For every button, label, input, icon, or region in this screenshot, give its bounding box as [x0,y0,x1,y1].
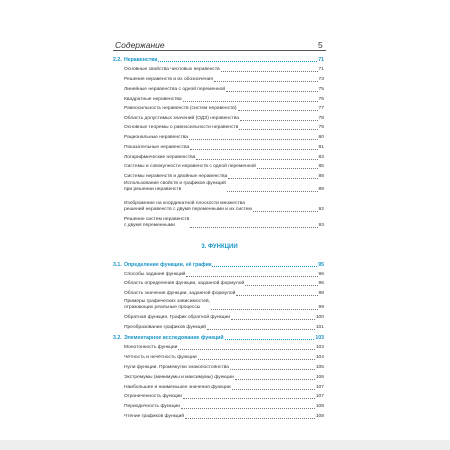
dot-leader [181,408,315,409]
toc-entry-label: Преобразование графиков функций [124,325,206,330]
toc-entry [124,299,324,312]
toc-entry-page: 106 [315,375,324,380]
toc-entry-page: 85 [318,164,324,169]
toc-entry [124,394,324,400]
toc-entry [124,385,324,391]
dot-leader [227,191,318,192]
toc-entry-label: Решения неравенств и их обозначения [124,77,214,82]
toc-entry [124,272,324,278]
toc-entry [124,345,324,351]
toc-entry-label: Изображение на координатной плоскости множества решений неравенств с двумя переменными и их систем [124,200,252,212]
dot-leader [196,159,317,160]
toc-entry-label: Решение систем неравенств с двумя переменными [124,216,190,228]
dot-leader [198,359,315,360]
toc-entry [124,217,324,230]
toc-entry-page: 103 [315,335,324,341]
toc-entry [124,355,324,361]
dot-leader [158,61,317,62]
toc-entry-label: Способы задания функций [124,272,186,277]
toc-section-number: 3.1. [113,262,122,268]
dot-leader [226,91,318,92]
toc-entry-label: Чтение графиков функций [124,414,185,419]
dot-leader [236,295,317,296]
dot-leader [232,389,315,390]
toc-entry-label: Логарифмические неравенства [124,155,196,160]
dot-leader [235,379,315,380]
toc-entry-page: 105 [315,365,324,370]
toc-entry-label: Определение функции, её график [124,262,212,268]
toc-entry [124,404,324,410]
toc-entry [124,164,324,170]
toc-entry [124,181,324,194]
toc-entry-page: 108 [315,414,324,419]
dot-leader [231,319,315,320]
toc-entry-label: Равносильность неравенств (систем неравенств) [124,106,237,111]
toc-entry-page: 107 [315,394,324,399]
dot-leader [183,101,318,102]
toc-entry [124,125,324,131]
dot-leader [190,149,317,150]
dot-leader [245,285,317,286]
toc-entry [124,325,324,331]
toc-entry [124,135,324,141]
toc-entry [124,116,324,122]
toc-entry-label: Рациональные неравенства [124,135,188,140]
toc-entry-page: 78 [318,116,324,121]
dot-leader [185,418,315,419]
toc-entry-page: 108 [315,404,324,409]
toc-entry-page: 98 [318,291,324,296]
toc-entry-page: 93 [318,222,324,228]
toc-entry-label: Системы и совокупности неравенств с одной переменной [124,164,256,169]
toc-entry-page: 88 [318,174,324,179]
toc-entry [124,97,324,103]
toc-entry [124,77,324,83]
toc-entry-label: Область значения функции, заданной формулой [124,291,236,296]
dot-leader [239,129,317,130]
toc-entry-label: Монотонность функции [124,345,178,350]
toc-entry-page: 96 [318,281,324,286]
dot-leader [214,81,318,82]
dot-leader [240,120,318,121]
toc-entry-label: Основные свойства числовых неравенств [124,67,220,72]
toc-entry-page: 100 [315,315,324,320]
toc-entry-label: Обратная функция. График обратной функции [124,315,230,320]
toc-entry-label: Нули функции. Промежутки знакопостоянства [124,365,229,370]
toc-entry [124,365,324,371]
dot-leader [238,110,318,111]
toc-entry-page: 73 [318,77,324,82]
toc-entry-page: 104 [315,355,324,360]
toc-entry-page: 103 [315,345,324,350]
toc-entry-label: Экстремумы (минимумы и максимумы) функции [124,375,234,380]
toc-entry-page: 77 [318,106,324,111]
dot-leader [211,309,318,310]
toc-entry [124,174,324,180]
toc-entry-page: 99 [318,304,324,310]
toc-entry-label: Использование свойств и графиков функций при решении неравенств [124,180,226,192]
toc-entry [124,87,324,93]
toc-entry [124,375,324,381]
toc-entry-label: Неравенства [124,57,158,63]
toc-entry-page: 81 [318,145,324,150]
toc-entry-page: 71 [318,67,324,72]
toc-entry-label: Системы неравенств и двойные неравенства [124,174,228,179]
toc-entry-label: Периодичность функции [124,404,180,409]
toc-entry-page: 92 [318,206,324,212]
dot-leader [228,178,317,179]
toc-entry-page: 71 [318,57,324,63]
dot-leader [257,168,318,169]
toc-entry-label: Элементарное исследование функций [124,335,224,341]
dot-leader [207,329,315,330]
toc-entry-page: 101 [315,325,324,330]
toc-entry [124,315,324,321]
toc-entry-page: 75 [318,87,324,92]
toc-section-number: 3.2. [113,335,122,341]
dot-leader [190,227,317,228]
toc-entry-label: Область допустимых значений (ОДЗ) неравенства [124,116,239,121]
toc-section-entry [113,335,324,341]
dot-leader [253,211,318,212]
toc-entry-page: 96 [318,272,324,277]
toc-entry-page: 83 [318,155,324,160]
page-header-title: Содержание [115,40,165,50]
dot-leader [189,139,318,140]
dot-leader [225,339,315,340]
toc-entry [124,201,324,214]
dot-leader [212,266,317,267]
toc-entry-label: Область определения функции, заданной формулой [124,281,245,286]
dot-leader [221,71,318,72]
toc-entry-label: Наибольшее и наименьшее значения функции [124,385,231,390]
bottom-bar [0,440,450,450]
toc-entry [124,291,324,297]
toc-entry-label: Линейные неравенства с одной переменной [124,87,226,92]
toc-entry [124,145,324,151]
toc-entry-label: Чётность и нечётность функции [124,355,197,360]
toc-entry-page: 79 [318,125,324,130]
toc-entry-label: Квадратные неравенства [124,97,182,102]
toc-entry-page: 107 [315,385,324,390]
page-number: 5 [318,40,323,50]
toc-entry-label: Ограниченность функции [124,394,182,399]
toc-entry [124,414,324,420]
toc-entry-label: Примеры графических зависимостей, отражающих реальные процессы [124,298,211,310]
toc-entry [124,281,324,287]
toc-entry [124,106,324,112]
toc-entry-page: 76 [318,97,324,102]
dot-leader [178,349,315,350]
toc-entry [124,67,324,73]
toc-section-number: 2.2. [113,57,122,63]
dot-leader [183,398,315,399]
toc-entry-page: 95 [318,262,324,268]
chapter-heading: 3. ФУНКЦИИ [201,244,238,250]
toc-entry [124,155,324,161]
toc-entry-page: 80 [318,135,324,140]
header-rule [113,50,326,51]
toc-entry-page: 89 [318,186,324,192]
toc-entry-label: Основные теоремы о равносильности неравенств [124,125,239,130]
toc-entry-label: Показательные неравенства [124,145,190,150]
toc-section-entry [113,57,324,63]
dot-leader [186,276,317,277]
dot-leader [230,369,315,370]
toc-section-entry [113,262,324,268]
